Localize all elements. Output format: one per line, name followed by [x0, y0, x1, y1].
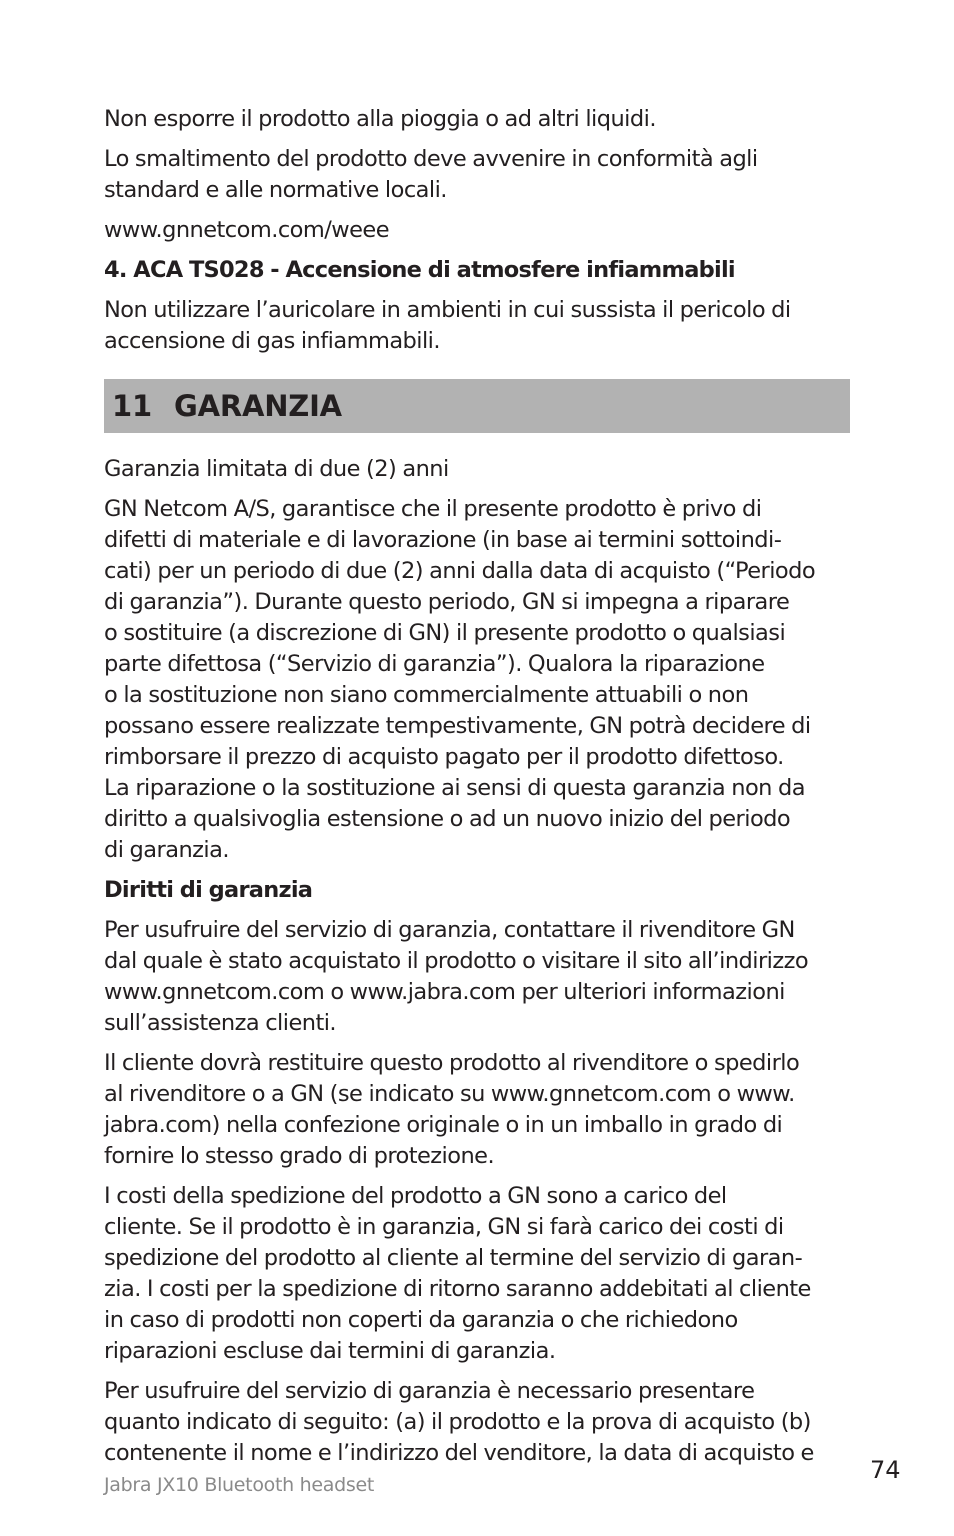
warranty-main-paragraph: GN Netcom A/S, garantisce che il presente prodotto è privo di difetti di materiale e di lavorazione (in base ai termini sottoindi- cati) per un periodo di due (2) anni dalla data di acquisto (“Periodo di garanzia”). Durante questo periodo, GN si impegna a riparare o sostituire (a discrezione di GN) il presente prodotto o qualsiasi parte difettosa (“Servizio di garanzia”). Qualora la riparazione o la sostituzione non siano commercialmente attuabili o non possano essere realizzate tempestivamente, GN potrà decidere di rimborsare il prezzo di acquisto pagato per il prodotto difettoso. La riparazione o la sostituzione ai sensi di questa garanzia non da diritto a qualsivoglia estensione o ad un nuovo inizio del periodo di garanzia.: [104, 496, 816, 863]
warranty-intro: Garanzia limitata di due (2) anni: [104, 456, 449, 482]
section-header-garanzia: [104, 379, 850, 433]
paragraph-aca: Non utilizzare l’auricolare in ambienti in cui sussista il pericolo di accensione di gas infiammabili.: [104, 297, 791, 354]
rights-paragraph-3: I costi della spedizione del prodotto a GN sono a carico del cliente. Se il prodotto è in garanzia, GN si farà carico dei costi di spedizione del prodotto al cliente al termine del servizio di garan- zia. I costi per la spedizione di ritorno saranno addebitati al cliente in caso di prodotti non coperti da garanzia o che richiedono riparazioni escluse dai termini di garanzia.: [104, 1183, 811, 1364]
paragraph-disposal: Lo smaltimento del prodotto deve avvenire in conformità agli standard e alle normative locali.: [104, 146, 758, 203]
paragraph-liquids: Non esporre il prodotto alla pioggia o ad altri liquidi.: [104, 106, 656, 132]
rights-paragraph-2: Il cliente dovrà restituire questo prodotto al rivenditore o spedirlo al rivenditore o a GN (se indicato su www.gnnetcom.com o www. jabra.com) nella confezione originale o in un imballo in grado di fornire lo stesso grado di protezione.: [104, 1050, 800, 1169]
page-number: 74: [870, 1456, 901, 1484]
rights-paragraph-4: Per usufruire del servizio di garanzia è necessario presentare quanto indicato di seguito: (a) il prodotto e la prova di acquisto (b) contenente il nome e l’indirizzo del venditore, la data di acquisto e: [104, 1378, 814, 1466]
section-number: 11: [112, 389, 152, 423]
footer-product-name: Jabra JX10 Bluetooth headset: [104, 1474, 374, 1496]
rights-paragraph-1: Per usufruire del servizio di garanzia, contattare il rivenditore GN dal quale è stato acquistato il prodotto o visitare il sito all’indirizzo www.gnnetcom.com o www.jabra.com per ulteriori informazioni sull’assistenza clienti.: [104, 917, 809, 1036]
subheading-aca: 4. ACA TS028 - Accensione di atmosfere infiammabili: [104, 257, 735, 283]
weee-url: www.gnnetcom.com/weee: [104, 217, 389, 243]
subheading-rights: Diritti di garanzia: [104, 877, 313, 903]
page-content: [104, 104, 850, 1478]
section-title: GARANZIA: [173, 389, 342, 423]
